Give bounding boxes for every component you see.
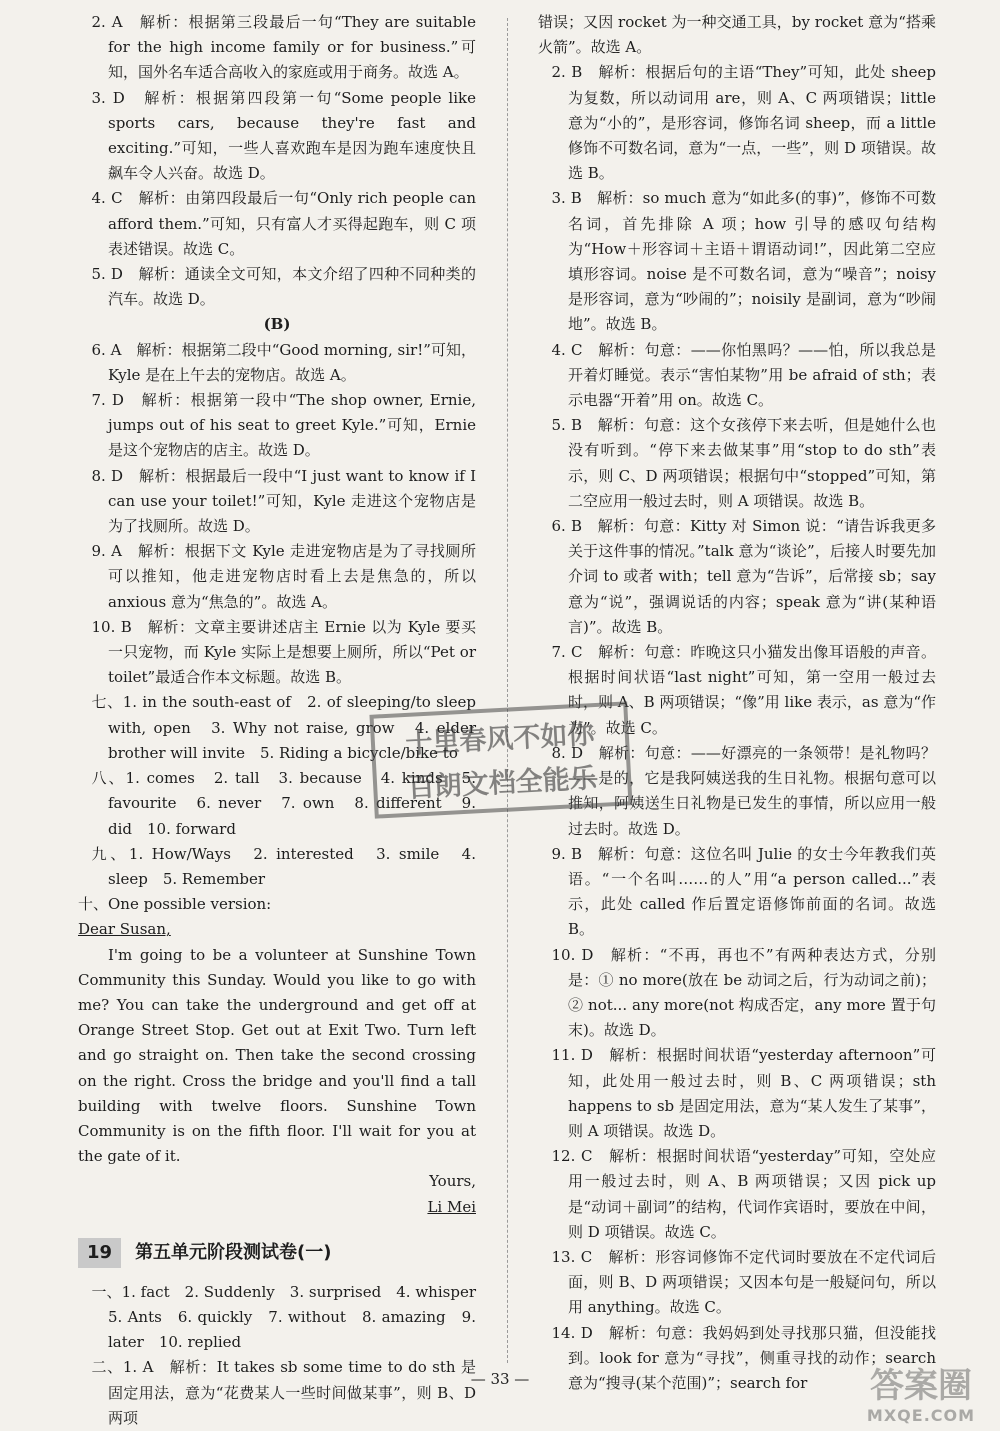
stamp-line: 十里春风不如你 — [404, 719, 596, 760]
watermark-main-text: 答案圈 — [870, 1366, 972, 1406]
answer-item: 3. D 解析：根据第四段第一句“Some people like sports cars, because they're fast and exciting.”可知，一些人喜欢跑车是因为跑车速度快且飙车令人兴奋。故选 D。 — [91, 88, 476, 183]
answer-item: 二、1. A 解析：It takes sb some time to do sth 是固定用法，意为“花费某人一些时间做某事”，则 B、D 两项 — [91, 1358, 476, 1427]
letter-body: I'm going to be a volunteer at Sunshine Town Community this Sunday. Would you like to go with me? You can take the underground and get off at Orange Street Stop. Get out at Exit Two. Turn left and go straight on. Then take the second crossing on the right. Cross the bridge and you'll find a tall building with twelve floors. Sunshine Town Community is on the fifth floor. I'll wait for you at the gate of it. — [78, 945, 476, 1166]
answer-item: 11. D 解析：根据时间状语“yesterday afternoon”可知，此处用一般过去时，则 B、C 两项错误；sth happens to sb 是固定用法，意为“某人发生了某事”，则 A 项错误。故选 D。 — [551, 1046, 936, 1140]
letter-closing: Yours, — [429, 1172, 476, 1191]
answer-item: 4. C 解析：由第四段最后一句“Only rich people can afford them.”可知，只有富人才买得起跑车，则 C 项表述错误。故选 C。 — [91, 189, 476, 258]
section-label: (B) — [263, 315, 291, 334]
answer-item: 9. B 解析：句意：这位名叫 Julie 的女士今年教我们英语。“一个名叫……的人”用“a person called...”表示，此处 called 作后置定语修饰前面的名词。故选 B。 — [551, 844, 936, 939]
unit-number-badge: 19 — [78, 1238, 121, 1268]
unit-title — [78, 1238, 476, 1268]
unit-title-text: 第五单元阶段测试卷(一) — [135, 1241, 332, 1263]
answer-item: 4. C 解析：句意：——你怕黑吗？——怕，所以我总是开着灯睡觉。表示“害怕某物”用 be afraid of sth；表示电器“开着”用 on。故选 C。 — [551, 340, 936, 410]
stamp-line: 百朗文档全能乐 — [407, 763, 598, 804]
stamp-watermark — [369, 701, 632, 818]
answer-item: 6. B 解析：句意：Kitty 对 Simon 说：“请告诉我更多关于这件事的情况。”talk 意为“谈论”，后接人时要先加介词 to 或者 with；tell 意为“告诉”，后常接 sb；say 意为“说”，强调说话的内容；speak 意为“讲(某种语言)”。故选 B。 — [551, 517, 936, 636]
answer-item: 6. A 解析：根据第二段中“Good morning, sir!”可知，Kyle 是在上午去的宠物店。故选 A。 — [91, 340, 476, 384]
site-watermark-logo — [846, 1366, 996, 1428]
answer-item: 2. A 解析：根据第三段最后一句“They are suitable for the high income family or for business.”可知，国外名车适合高收入的家庭或用于商务。故选 A。 — [91, 13, 476, 82]
writing-heading: 十、One possible version: — [78, 895, 272, 914]
answer-item: 13. C 解析：形容词修饰不定代词时要放在不定代词后面，则 B、D 两项错误；又因本句是一般疑问句，所以用 anything。故选 C。 — [551, 1247, 936, 1317]
column-divider — [507, 18, 508, 1363]
answer-item-continued: 错误；又因 rocket 为一种交通工具，by rocket 意为“搭乘火箭”。故选 A。 — [538, 13, 936, 57]
answer-item: 3. B 解析：so much 意为“如此多(的事)”，修饰不可数名词，首先排除 A 项；how 引导的感叹句结构为“How＋形容词＋主语＋谓语动词!”，因此第二空应填形容词。noise 是不可数名词，意为“噪音”；noisy 是形容词，意为“吵闹的”；noisily 是副词，意为“吵闹地”。故选 B。 — [551, 189, 936, 334]
answer-item: 5. D 解析：通读全文可知，本文介绍了四种不同种类的汽车。故选 D。 — [91, 265, 476, 309]
answer-item: 2. B 解析：根据后句的主语“They”可知，此处 sheep 为复数，所以动词用 are，则 A、C 两项错误；little 意为“小的”，是形容词，修饰名词 sheep，而 a little 修饰不可数名词，意为“一点，一些”，则 D 项错误。故选 B。 — [551, 63, 936, 183]
answer-item: 七、1. in the south-east of 2. of sleeping/to sleep with, open 3. Why not raise, grow 4. elder brother will invite 5. Riding a bicycle/bike to — [91, 693, 476, 762]
answer-item: 九、1. How/Ways 2. interested 3. smile 4. sleep 5. Remember — [91, 844, 476, 888]
answer-item: 8. D 解析：根据最后一段中“I just want to know if I can use your toilet!”可知，Kyle 走进这个宠物店是为了找厕所。故选 D。 — [91, 466, 476, 536]
answer-item: 八、1. comes 2. tall 3. because 4. kinds 5. favourite 6. never 7. own 8. different 9. did 10. forward — [91, 769, 476, 838]
letter-greeting: Dear Susan, — [78, 920, 171, 939]
letter-signature: Li Mei — [427, 1197, 476, 1216]
answer-item: 10. B 解析：文章主要讲述店主 Ernie 以为 Kyle 要买一只宠物，而 Kyle 实际上是想要上厕所，所以“Pet or toilet”最适合作本文标题。故选 B。 — [91, 617, 476, 687]
answer-item: 9. A 解析：根据下文 Kyle 走进宠物店是为了寻找厕所可以推知，他走进宠物店时看上去是焦急的，所以 anxious 意为“焦急的”。故选 A。 — [91, 542, 476, 611]
answer-item: 14. D 解析：句意：我妈妈到处寻找那只猫，但没能找到。look for 意为“寻找”，侧重寻找的动作；search 意为“搜寻(某个范围)”；search for — [551, 1323, 936, 1392]
answer-item: 7. D 解析：根据第一段中“The shop owner, Ernie, jumps out of his seat to greet Kyle.”可知，Ernie 是这个宠物店的店主。故选 D。 — [91, 391, 476, 460]
watermark-sub-text: MXQE.COM — [866, 1406, 976, 1425]
answer-item: 12. C 解析：根据时间状语“yesterday”可知，空处应用一般过去时，则 A、B 两项错误；又因 pick up 是“动词＋副词”的结构，代词作宾语时，要放在中间，则 D 项错误。故选 C。 — [551, 1147, 936, 1241]
answer-item: 7. C 解析：句意：昨晚这只小猫发出像耳语般的声音。根据时间状语“last night”可知，第一空用一般过去时，则 A、B 两项错误；“像”用 like 表示，as 意为“作为”。故选 C。 — [551, 643, 936, 737]
answer-item: 5. B 解析：句意：这个女孩停下来去听，但是她什么也没有听到。“停下来去做某事”用“stop to do sth”表示，则 C、D 两项错误；根据句中“stopped”可知，第二空应用一般过去时，则 A 项错误。故选 B。 — [551, 416, 936, 510]
answer-item: 10. D 解析：“不再，再也不”有两种表达方式，分别是：① no more(放在 be 动词之后，行为动词之前)；② not... any more(not 构成否定，any more 置于句末)。故选 D。 — [551, 945, 936, 1040]
answer-item: 8. D 解析：句意：——好漂亮的一条领带！是礼物吗？——是的，它是我阿姨送我的生日礼物。根据句意可以推知，阿姨送生日礼物是已发生的事情，所以应用一般过去时。故选 D。 — [551, 743, 936, 838]
answer-item: 一、1. fact 2. Suddenly 3. surprised 4. whisper 5. Ants 6. quickly 7. without 8. amazing 9. later 10. replied — [91, 1282, 492, 1352]
page-number: — 33 — — [470, 1370, 530, 1388]
